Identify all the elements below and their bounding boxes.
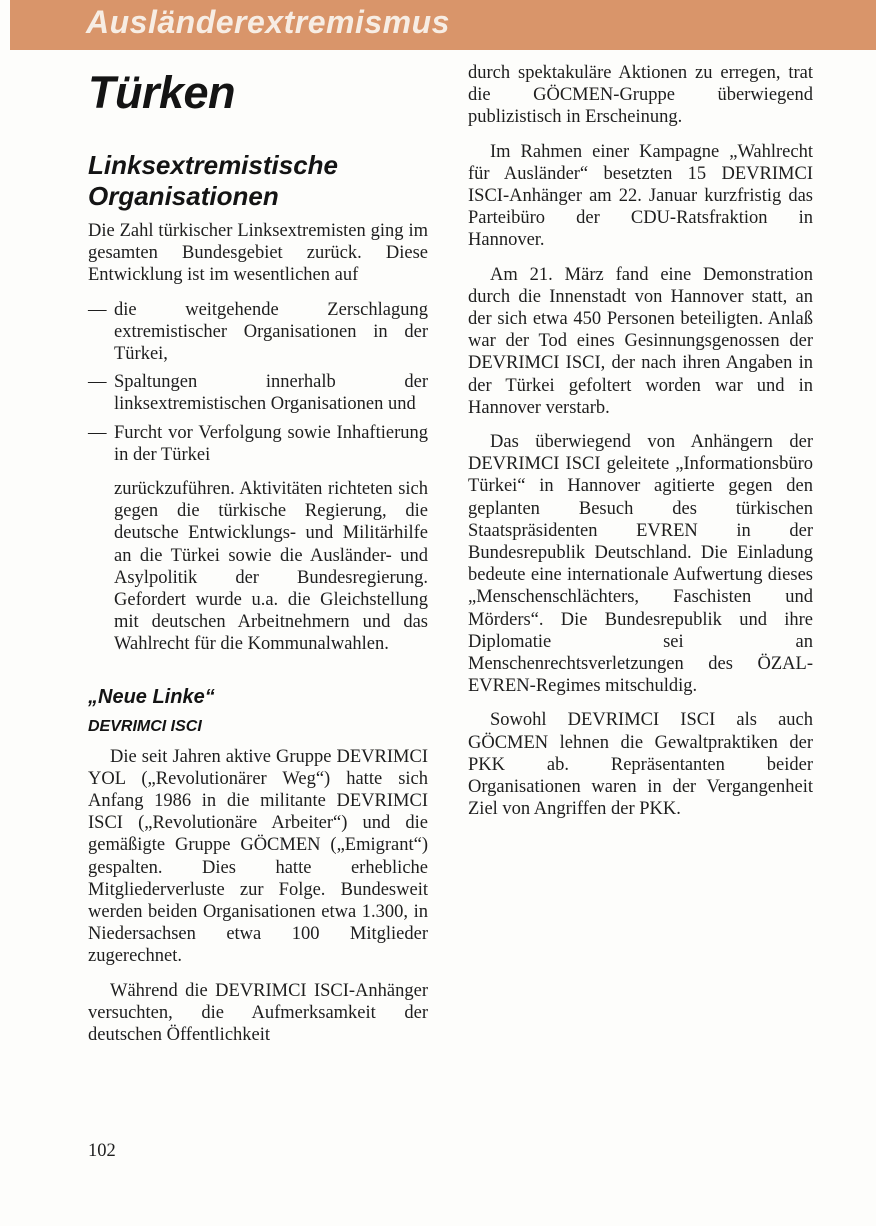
banner-title: Ausländerextremismus [86, 4, 450, 40]
body-paragraph: Das überwiegend von Anhängern der DEVRIMCI ISCI geleitete „Informationsbüro Türkei“ in Hannover agitierte gegen den geplanten Besuch des türkischen Staatspräsidenten EVREN in der Bundesrepublik Deutschland. Die Einladung bedeute eine internationale Aufwertung dieses „Menschenschlächters, Faschisten und Mörders“. Die Bundesrepublik und ihre Diplomatie sei an Menschenrechtsverletzungen des ÖZAL-EVREN-Regimes mitschuldig. [468, 432, 813, 697]
body-paragraph: Die seit Jahren aktive Gruppe DEVRIMCI YOL („Revolutionärer Weg“) hatte sich Anfang 1986 in die militante DEVRIMCI ISCI („Revolutionäre Arbeiter“) und die gemäßigte Gruppe GÖCMEN („Emigrant“) gespalten. Dies hatte erhebliche Mitgliederverluste zur Folge. Bundesweit werden beiden Organisationen etwa 1.300, in Niedersachsen etwa 100 Mitglieder zugerechnet. [88, 746, 428, 967]
section-banner [10, 0, 876, 50]
page-number: 102 [88, 1141, 116, 1161]
outro-paragraph: zurückzuführen. Aktivitäten richteten sich gegen die türkische Regierung, die deutsche Entwicklungs- und Militärhilfe an die Türkei sowie die Ausländer- und Asylpolitik der Bundesregierung. Gefordert wurde u.a. die Gleichstellung mit deutschen Arbeitnehmern und das Wahlrecht für die Kommunalwahlen. [114, 479, 428, 655]
list-item: — Furcht vor Verfolgung sowie Inhaftierung in der Türkei [114, 422, 428, 466]
continued-paragraph: durch spektakuläre Aktionen zu erregen, trat die GÖCMEN-Gruppe überwiegend publizistisch in Erscheinung. [468, 63, 813, 128]
list-item: — Spaltungen innerhalb der linksextremistischen Organisationen und [114, 371, 428, 415]
list-item: — die weitgehende Zerschlagung extremistischer Organisationen in der Türkei, [114, 299, 428, 366]
section-heading-neue-linke: „Neue Linke“ [88, 685, 215, 708]
page-title: Türken [88, 67, 236, 118]
left-column [88, 62, 428, 1058]
section-heading-linksextremistische: Linksextremistische Organisationen [88, 150, 339, 211]
right-column [468, 62, 813, 833]
body-paragraph: Am 21. März fand eine Demonstration durch die Innenstadt von Hannover statt, an der sich etwa 450 Personen beteiligten. Anlaß war der Tod eines Gesinnungsgenossen der DEVRIMCI ISCI, der nach ihren Angaben in der Türkei gefoltert worden war und in Hannover verstarb. [468, 264, 813, 418]
intro-paragraph: Die Zahl türkischer Linksextremisten ging im gesamten Bundesgebiet zurück. Diese Entwicklung ist im wesentlichen auf [88, 221, 428, 286]
body-paragraph: Im Rahmen einer Kampagne „Wahlrecht für Ausländer“ besetzten 15 DEVRIMCI ISCI-Anhänger am 22. Januar kurzfristig das Parteibüro der CDU-Ratsfraktion in Hannover. [468, 141, 813, 251]
body-paragraph: Während die DEVRIMCI ISCI-Anhänger versuchten, die Aufmerksamkeit der deutschen Öffentlichkeit [88, 980, 428, 1046]
body-paragraph: Sowohl DEVRIMCI ISCI als auch GÖCMEN lehnen die Gewaltpraktiken der PKK ab. Repräsentanten beider Organisationen waren in der Vergangenheit Ziel von Angriffen der PKK. [468, 710, 813, 820]
subheading-devrimci-isci: DEVRIMCI ISCI [88, 717, 202, 735]
reasons-list [88, 299, 428, 466]
